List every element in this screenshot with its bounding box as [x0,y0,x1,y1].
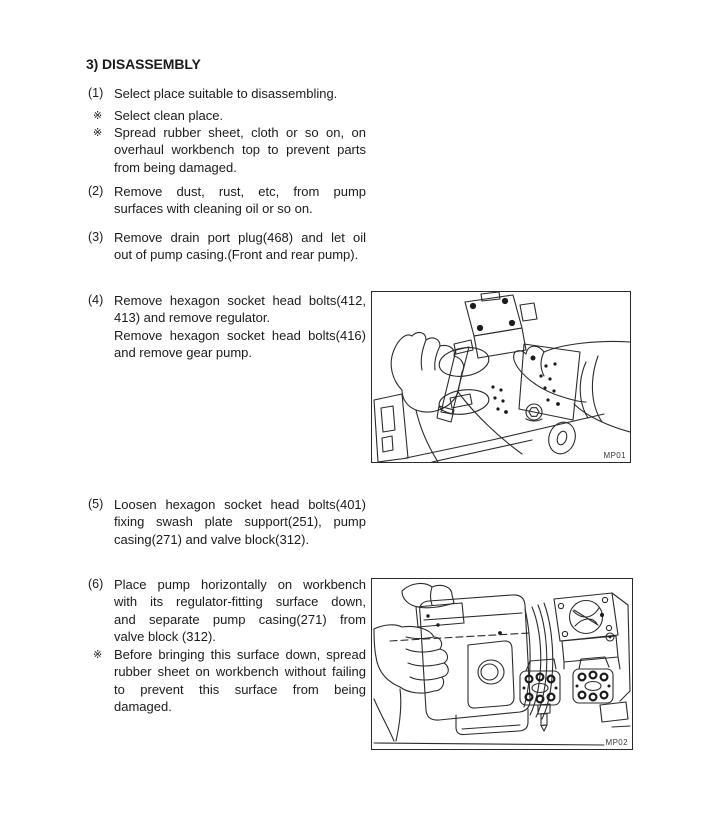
list-item [88,107,366,125]
holding-hand-drawing [374,584,454,741]
item-text [114,292,366,361]
item-marker: (6) [88,577,104,591]
item-line: Place pump horizontally on workbench [114,577,366,592]
item-text [114,183,366,218]
item-line: casing(271) and valve block(312). [114,531,310,547]
item-text [114,496,366,548]
item-line: Spread rubber sheet, cloth or so on, on [114,125,366,140]
item-line: to prevent this surface from being [114,681,366,697]
figure-label: MP02 [605,738,628,747]
list-item [88,576,366,645]
workbench-line-drawing [374,726,630,745]
list-item [88,124,366,176]
item-text [114,124,366,176]
item-line: Remove drain port plug(468) and let oil [114,230,366,245]
item-line: Loosen hexagon socket head bolts(401) [114,497,366,512]
item-line: fixing swash plate support(251), pump [114,514,366,530]
item-line: Remove hexagon socket head bolts(416) [114,327,366,343]
item-line: overhaul workbench top to prevent parts [114,142,366,158]
list-item [88,292,366,361]
figure-label: MP01 [603,451,626,460]
pump-separation-illustration [372,579,632,749]
item-text [114,576,366,645]
item-line: Select place suitable to disassembling. [114,86,338,101]
list-item [88,496,366,548]
item-line: rubber sheet on workbench without failing [114,664,366,680]
port-flanges-drawing [520,669,628,731]
item-marker: ※ [93,127,103,139]
list-item [88,85,366,102]
pump-regulator-illustration [372,292,630,462]
item-line: surfaces with cleaning oil or so on. [114,201,313,217]
item-marker: (5) [88,497,104,511]
item-line: and remove gear pump. [114,344,253,360]
list-item [88,183,366,218]
item-text [114,107,366,124]
item-line: Select clean place. [114,108,224,123]
item-text [114,229,366,264]
page-title: 3) DISASSEMBLY [86,56,201,72]
list-item [88,229,366,264]
item-line: and separate pump casing(271) from [114,611,366,627]
item-marker: (1) [88,86,104,100]
item-marker: ※ [93,110,103,122]
item-line: with its regulator-fitting surface down, [114,594,366,610]
item-text [114,646,366,715]
item-line: 413) and remove regulator. [114,310,271,326]
figure-frame-mp01 [371,291,631,463]
item-line: Before bringing this surface down, spread [114,647,366,662]
item-marker: ※ [93,649,103,661]
list-item [88,646,366,715]
item-line: Remove hexagon socket head bolts(412, [114,293,366,308]
item-line: valve block (312). [114,628,216,644]
item-line: from being damaged. [114,159,237,175]
valve-block-drawing [526,593,630,701]
item-marker: (4) [88,293,104,307]
left-hand-drawing [374,333,522,462]
item-line: out of pump casing.(Front and rear pump). [114,247,359,263]
right-hand-drawing [514,341,630,432]
pump-casing-drawing [390,595,530,735]
figure-frame-mp02 [371,578,633,750]
item-line: Remove dust, rust, etc, from pump [114,184,366,199]
item-line: damaged. [114,698,172,714]
item-text [114,85,366,102]
item-marker: (3) [88,230,104,244]
item-marker: (2) [88,184,104,198]
